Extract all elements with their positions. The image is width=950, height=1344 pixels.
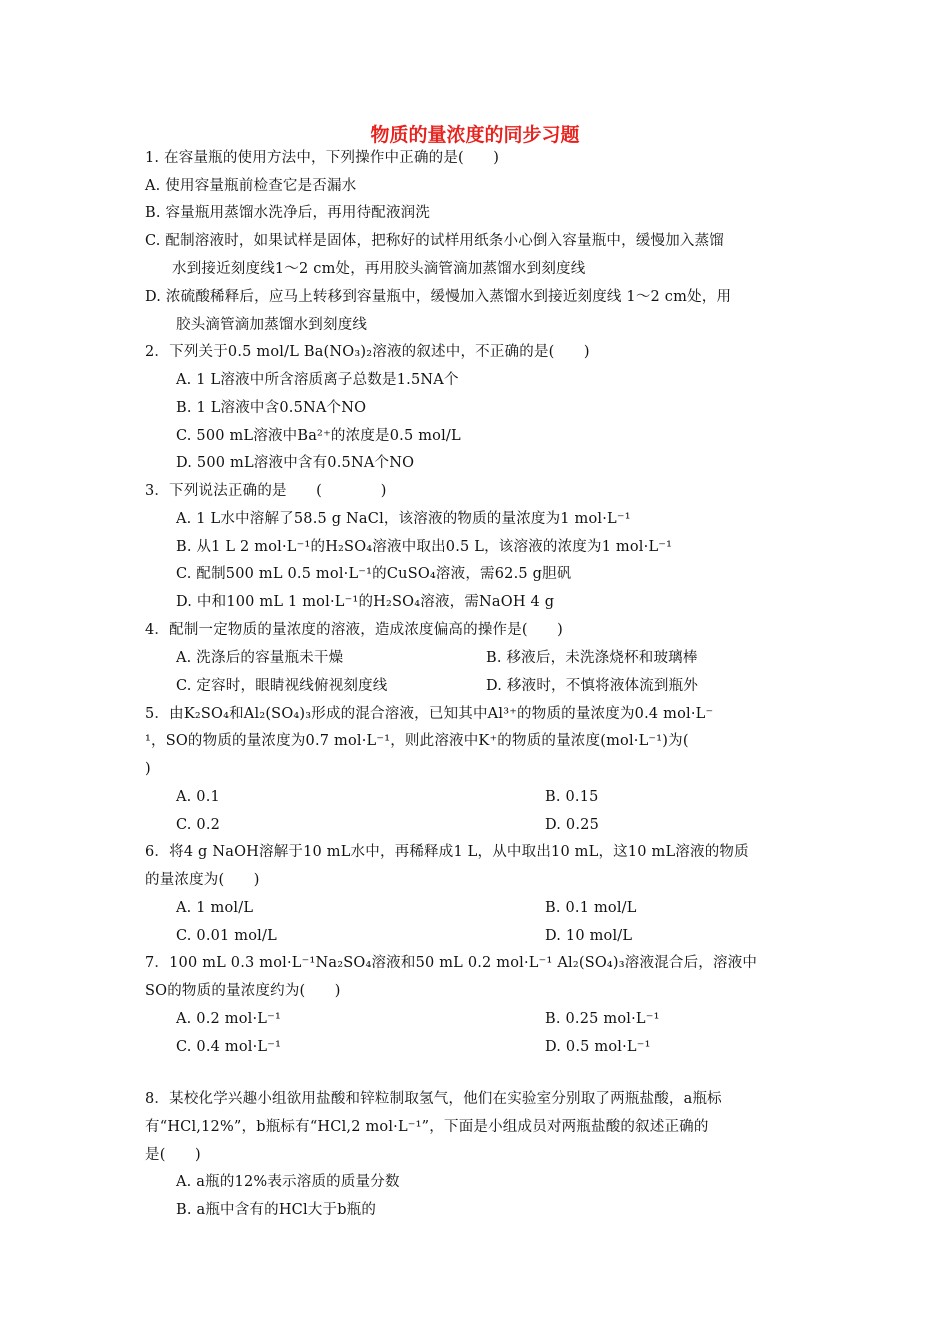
q2-option-b: B. 1 L溶液中含0.5NA个NO	[176, 400, 367, 416]
question-7-cont: SO的物质的量浓度约为( )	[145, 983, 341, 999]
q6-option-c: C. 0.01 mol/L	[176, 928, 277, 944]
q5-option-b: B. 0.15	[545, 789, 599, 805]
q3-option-a: A. 1 L水中溶解了58.5 g NaCl，该溶液的物质的量浓度为1 mol·L⁻¹	[176, 511, 631, 527]
q6-option-b: B. 0.1 mol/L	[545, 900, 637, 916]
q7-option-b: B. 0.25 mol·L⁻¹	[545, 1011, 660, 1027]
q4-option-c: C. 定容时，眼睛视线俯视刻度线	[176, 678, 388, 694]
q1-option-b: B. 容量瓶用蒸馏水洗净后，再用待配液润洗	[145, 205, 431, 221]
q5-option-c: C. 0.2	[176, 817, 221, 833]
q1-option-d-cont: 胶头滴管滴加蒸馏水到刻度线	[176, 317, 368, 333]
q5-option-d: D. 0.25	[545, 817, 600, 833]
q6-option-a: A. 1 mol/L	[176, 900, 254, 916]
q2-option-a: A. 1 L溶液中所含溶质离子总数是1.5NA个	[176, 372, 459, 388]
q1-option-a: A. 使用容量瓶前检查它是否漏水	[145, 178, 357, 194]
q2-option-c: C. 500 mL溶液中Ba²⁺的浓度是0.5 mol/L	[176, 428, 461, 444]
q3-option-d: D. 中和100 mL 1 mol·L⁻¹的H₂SO₄溶液，需NaOH 4 g	[176, 594, 555, 610]
q6-option-d: D. 10 mol/L	[545, 928, 633, 944]
q4-option-a: A. 洗涤后的容量瓶未干燥	[176, 650, 344, 666]
question-8-cont2: 是( )	[145, 1147, 201, 1163]
q7-option-c: C. 0.4 mol·L⁻¹	[176, 1039, 282, 1055]
question-5-cont: ¹，SO的物质的量浓度为0.7 mol·L⁻¹，则此溶液中K⁺的物质的量浓度(mol·L⁻¹)为(	[145, 733, 689, 749]
q3-option-c: C. 配制500 mL 0.5 mol·L⁻¹的CuSO₄溶液，需62.5 g胆矾	[176, 566, 572, 582]
q4-option-b: B. 移液后，未洗涤烧杯和玻璃棒	[486, 650, 698, 666]
q8-option-a: A. a瓶的12%表示溶质的质量分数	[176, 1174, 400, 1190]
question-2: 2．下列关于0.5 mol/L Ba(NO₃)₂溶液的叙述中，不正确的是( )	[145, 344, 590, 360]
q5-option-a: A. 0.1	[176, 789, 220, 805]
question-8: 8．某校化学兴趣小组欲用盐酸和锌粒制取氢气，他们在实验室分别取了两瓶盐酸，a瓶标	[145, 1091, 722, 1107]
q7-option-a: A. 0.2 mol·L⁻¹	[176, 1011, 281, 1027]
question-1: 1. 在容量瓶的使用方法中，下列操作中正确的是( )	[145, 150, 500, 166]
question-8-cont: 有“HCl,12%”，b瓶标有“HCl,2 mol·L⁻¹”，下面是小组成员对两瓶盐酸的叙述正确的	[145, 1119, 709, 1135]
question-7: 7．100 mL 0.3 mol·L⁻¹Na₂SO₄溶液和50 mL 0.2 mol·L⁻¹ Al₂(SO₄)₃溶液混合后，溶液中	[145, 955, 758, 971]
question-5-cont2: )	[145, 761, 151, 777]
page-title: 物质的量浓度的同步习题	[370, 124, 580, 146]
q2-option-d: D. 500 mL溶液中含有0.5NA个NO	[176, 455, 415, 471]
question-3: 3．下列说法正确的是 ( )	[145, 483, 387, 499]
question-4: 4．配制一定物质的量浓度的溶液，造成浓度偏高的操作是( )	[145, 622, 564, 638]
q1-option-c-cont: 水到接近刻度线1～2 cm处，再用胶头滴管滴加蒸馏水到刻度线	[172, 261, 586, 277]
q7-option-d: D. 0.5 mol·L⁻¹	[545, 1039, 651, 1055]
q8-option-b: B. a瓶中含有的HCl大于b瓶的	[176, 1202, 377, 1218]
q3-option-b: B. 从1 L 2 mol·L⁻¹的H₂SO₄溶液中取出0.5 L，该溶液的浓度为1 mol·L⁻¹	[176, 539, 673, 555]
q1-option-c: C. 配制溶液时，如果试样是固体，把称好的试样用纸条小心倒入容量瓶中，缓慢加入蒸馏	[145, 233, 724, 249]
question-5: 5．由K₂SO₄和Al₂(SO₄)₃形成的混合溶液，已知其中Al³⁺的物质的量浓度为0.4 mol·L⁻	[145, 706, 714, 722]
q4-option-d: D. 移液时，不慎将液体流到瓶外	[486, 678, 699, 694]
question-6: 6．将4 g NaOH溶解于10 mL水中，再稀释成1 L，从中取出10 mL，这10 mL溶液的物质	[145, 844, 749, 860]
q1-option-d: D. 浓硫酸稀释后，应马上转移到容量瓶中，缓慢加入蒸馏水到接近刻度线 1～2 cm处，用	[145, 289, 732, 305]
question-6-cont: 的量浓度为( )	[145, 872, 260, 888]
